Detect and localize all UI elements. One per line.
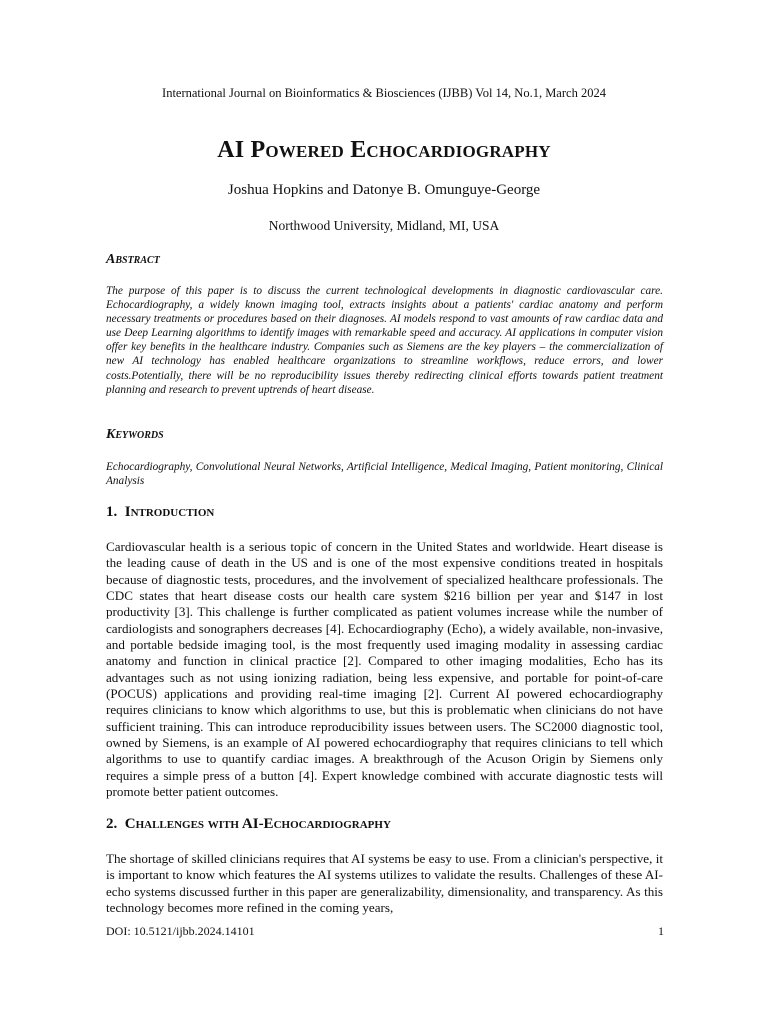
abstract-heading: Abstract: [106, 252, 160, 267]
journal-header: International Journal on Bioinformatics & Biosciences (IJBB) Vol 14, No.1, March 2024: [162, 86, 606, 100]
section-1-title: Introduction: [124, 504, 215, 520]
abstract-text: The purpose of this paper is to discuss the current technological developments in diagnostic cardiovascular care. Echocardiography, a widely known imaging tool, extracts insights about a patients' cardiac anatomy and perform necessary treatments or procedures based on their diagnoses. AI models respond to vast amounts of raw cardiac data and use Deep Learning algorithms to identify images with remarkable speed and accuracy. AI applications in computer vision offer key benefits in the healthcare industry. Companies such as Siemens are the key players – the commercialization of new AI technology has enabled healthcare organizations to streamline workflows, reduce errors, and lower costs.Potentially, there will be no reproducibility issues thereby redirecting clinical efforts towards patient treatment planning and research to prevent uptrends of heart disease.: [106, 285, 663, 396]
section-2-number: 2.: [106, 816, 118, 832]
authors: Joshua Hopkins and Datonye B. Omunguye-George: [227, 182, 541, 198]
section-1-heading: [106, 504, 214, 521]
section-2-title: Challenges with AI-Echocardiography: [124, 816, 391, 832]
section-2-text: The shortage of skilled clinicians requires that AI systems be easy to use. From a clinician's perspective, it is important to know which features the AI systems utilizes to validate the results. Challenges of these AI-echo systems discussed further in this paper are generalizability, dimensionality, and transparency. As this technology becomes more refined in the coming years,: [106, 851, 663, 916]
doi: DOI: 10.5121/ijbb.2024.14101: [106, 924, 255, 938]
section-2-heading: [106, 816, 391, 833]
affiliation: Northwood University, Midland, MI, USA: [268, 218, 500, 233]
keywords-text: Echocardiography, Convolutional Neural Networks, Artificial Intelligence, Medical Imaging, Patient monitoring, Clinical Analysis: [106, 461, 663, 488]
section-1-text: Cardiovascular health is a serious topic of concern in the United States and worldwide. Heart disease is the leading cause of death in the US and is one of the most expensive conditions treated in hospitals because of diagnostic tests, procedures, and the involvement of specialized healthcare professionals. The CDC states that heart disease costs our health care system $216 billion per year and $147 in lost productivity [3]. This challenge is further complicated as patient volumes increase while the number of cardiologists and sonographers decreases [4]. Echocardiography (Echo), a widely available, non-invasive, and portable bedside imaging tool, is the most frequently used imaging modality in assessing cardiac anatomy and function in clinical practice [2]. Compared to other imaging modalities, Echo has its advantages such as not using ionizing radiation, being less expensive, and portable for point-of-care (POCUS) applications and providing real-time imaging [2]. Current AI powered echocardiography requires clinicians to know which algorithms to use, but this is problematic when clinicians do not have sufficient training. This can introduce reproducibility issues between users. The SC2000 diagnostic tool, owned by Siemens, is an example of AI powered echocardiography that requires clinicians to tell which algorithms to use to quantify cardiac images. A breakthrough of the Acuson Origin by Siemens only requires a simple press of a button [4]. Expert knowledge combined with accurate diagnostic tests will promote better patient outcomes.: [106, 539, 663, 800]
page-number: 1: [658, 924, 664, 938]
paper-title: AI Powered Echocardiography: [217, 137, 551, 163]
section-1-number: 1.: [106, 504, 118, 520]
keywords-heading: Keywords: [106, 427, 164, 442]
